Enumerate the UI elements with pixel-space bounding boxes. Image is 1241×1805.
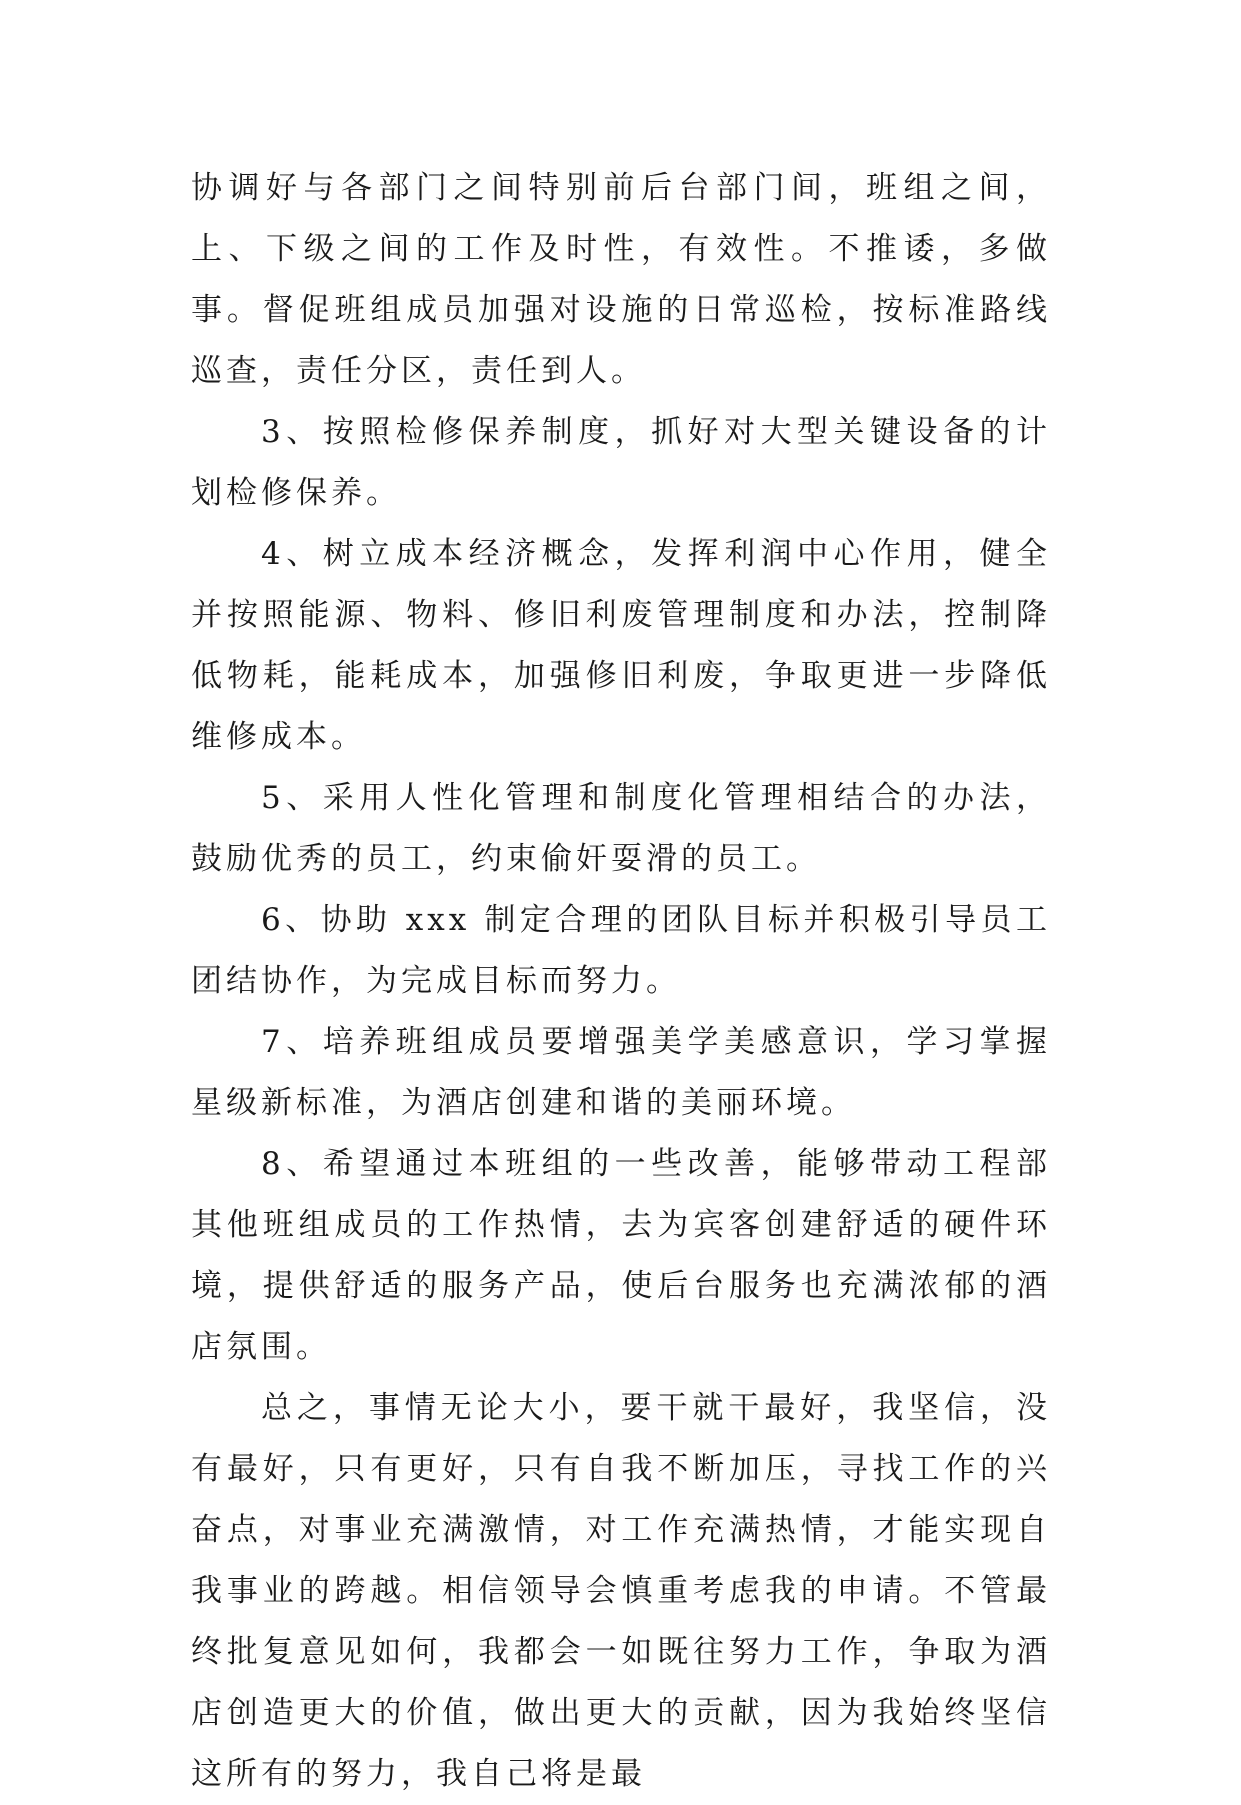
paragraph-item-8: 8、希望通过本班组的一些改善，能够带动工程部其他班组成员的工作热情，去为宾客创建舒适的硬件环境，提供舒适的服务产品，使后台服务也充满浓郁的酒店氛围。 (191, 1146, 1051, 1365)
paragraph-item-4: 4、树立成本经济概念，发挥利润中心作用，健全并按照能源、物料、修旧利废管理制度和办法，控制降低物耗，能耗成本，加强修旧利废，争取更进一步降低维修成本。 (191, 536, 1051, 755)
paragraph-continuation: 协调好与各部门之间特别前后台部门间，班组之间，上、下级之间的工作及时性，有效性。不推诿，多做事。督促班组成员加强对设施的日常巡检，按标准路线巡查，责任分区，责任到人。 (191, 170, 1051, 389)
paragraph-item-6: 6、协助 xxx 制定合理的团队目标并积极引导员工团结协作，为完成目标而努力。 (191, 902, 1051, 999)
document-body (191, 158, 1051, 1805)
paragraph-item-3: 3、按照检修保养制度，抓好对大型关键设备的计划检修保养。 (191, 414, 1051, 511)
paragraph-item-5: 5、采用人性化管理和制度化管理相结合的办法，鼓励优秀的员工，约束偷奸耍滑的员工。 (191, 780, 1051, 877)
paragraph-summary: 总之，事情无论大小，要干就干最好，我坚信，没有最好，只有更好，只有自我不断加压，寻找工作的兴奋点，对事业充满激情，对工作充满热情，才能实现自我事业的跨越。相信领导会慎重考虑我的申请。不管最终批复意见如何，我都会一如既往努力工作，争取为酒店创造更大的价值，做出更大的贡献，因为我始终坚信这所有的努力，我自己将是最 (191, 1390, 1051, 1792)
paragraph-item-7: 7、培养班组成员要增强美学美感意识，学习掌握星级新标准，为酒店创建和谐的美丽环境。 (191, 1024, 1051, 1121)
